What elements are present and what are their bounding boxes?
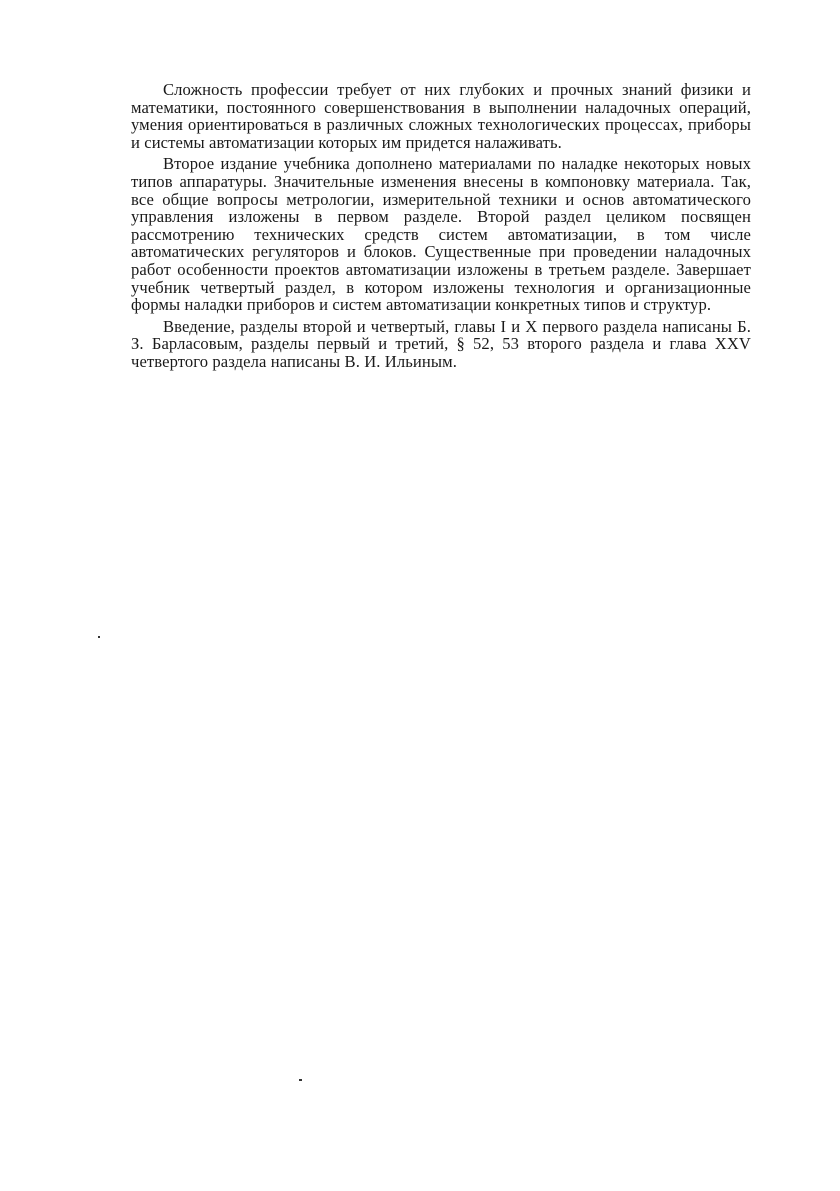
paragraph-authorship: Введение, разделы второй и четвертый, главы I и X первого раздела написаны Б. З. Барласовым, разделы первый и третий, § 52, 53 второго раздела и глава XXV четвертого раздела написаны В. И. Ильиным. [131,316,751,371]
paragraph-profession-complexity: Сложность профессии требует от них глубоких и прочных знаний физики и математики, постоянного совершенствования в выполнении наладочных операций, умения ориентироваться в различных сложных технологических процессах, приборы и системы автоматизации которых им придется налаживать. [131,80,751,152]
scan-speck [98,636,100,638]
body-text [131,81,751,371]
paragraph-second-edition: Второе издание учебника дополнено материалами по наладке некоторых новых типов аппаратуры. Значительные изменения внесены в компоновку материала. Так, все общие вопросы метрологии, измерительной техники и основ автоматического управления изложены в первом разделе. Второй раздел целиком посвящен рассмотрению технических средств систем автоматизации, в том числе автоматических регуляторов и блоков. Существенные при проведении наладочных работ особенности проектов автоматизации изложены в третьем разделе. Завершает учебник четвертый раздел, в котором изложены технология и организационные формы наладки приборов и систем автоматизации конкретных типов и структур. [131,154,751,315]
scan-speck [299,1079,302,1081]
